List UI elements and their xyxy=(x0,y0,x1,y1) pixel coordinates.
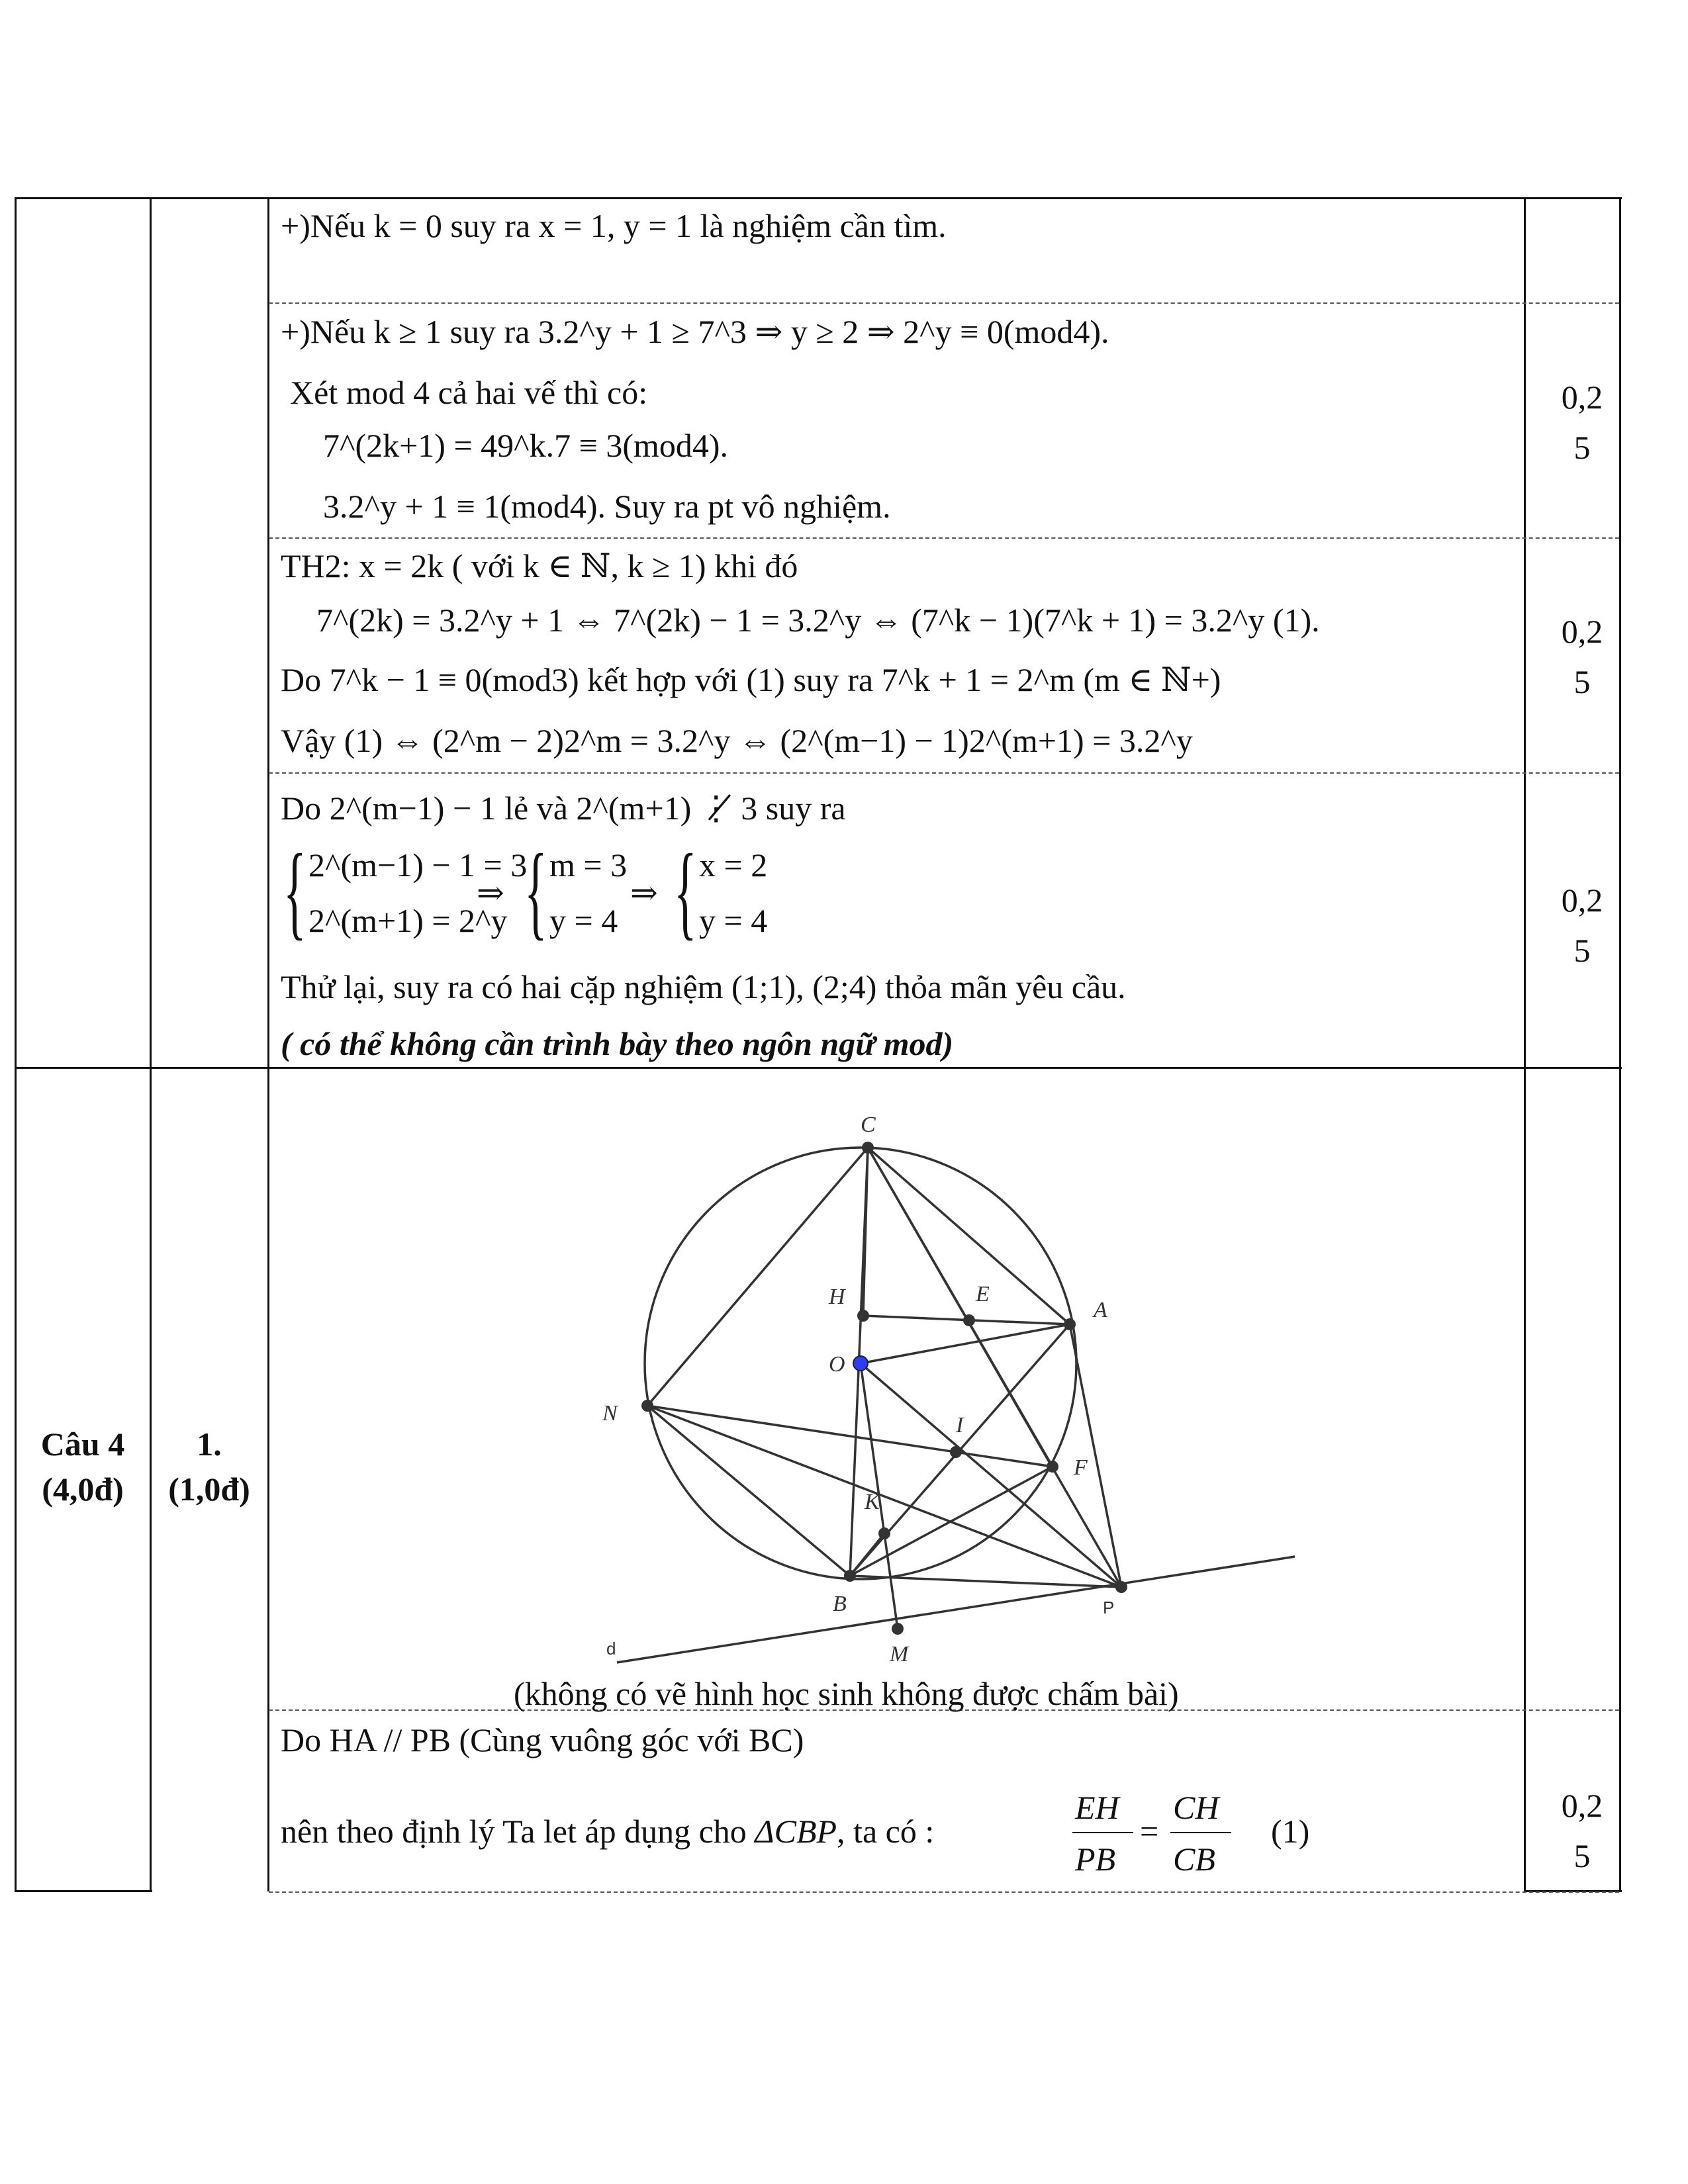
triangle-cbp: ΔCBP xyxy=(755,1813,837,1850)
col-border-2 xyxy=(150,197,152,1891)
point-C xyxy=(862,1142,874,1154)
label-E: E xyxy=(976,1282,990,1306)
label-H: H xyxy=(829,1285,845,1309)
score-line-b: 5 xyxy=(1573,429,1591,466)
score-line-a: 0,2 xyxy=(1561,882,1603,919)
label-d: d xyxy=(606,1639,616,1659)
score-line-b: 5 xyxy=(1573,663,1591,700)
row2-line4: 3.2^y + 1 ≡ 1(mod4). Suy ra pt vô nghiệm. xyxy=(323,488,891,525)
label-B: B xyxy=(833,1592,847,1616)
row4-line1: Do 2^(m−1) − 1 lẻ và 2^(m+1) ⋮̸ 3 suy ra xyxy=(281,790,846,827)
last-row-prefix: nên theo định lý Ta let áp dụng cho xyxy=(281,1813,755,1850)
point-I xyxy=(950,1446,962,1458)
point-P xyxy=(1115,1581,1127,1593)
row2-line1: +)Nếu k ≥ 1 suy ra 3.2^y + 1 ≥ 7^3 ⇒ y ≥ 2 ⇒ 2^y ≡ 0(mod4). xyxy=(281,313,1109,350)
point-O-center xyxy=(853,1356,868,1371)
system1-eq-b: 2^(m+1) = 2^y xyxy=(308,902,508,939)
last-row-line1: Do HA // PB (Cùng vuông góc với BC) xyxy=(281,1721,804,1758)
label-K: K xyxy=(865,1490,880,1514)
row4-score xyxy=(1536,875,1628,976)
label-P: P xyxy=(1103,1598,1115,1617)
table-bottom-border xyxy=(15,1890,152,1892)
tangent-line-d xyxy=(617,1557,1295,1662)
part-number: 1. xyxy=(197,1426,222,1463)
fraction-2-bar xyxy=(1170,1832,1231,1833)
fraction-1-bar xyxy=(1072,1832,1133,1833)
row3-line4: Vậy (1) ⇔ (2^m − 2)2^m = 3.2^y ⇔ (2^(m−1) − 1)2^(m+1) = 3.2^y xyxy=(281,722,1193,759)
row3-line1: TH2: x = 2k ( với k ∈ ℕ, k ≥ 1) khi đó xyxy=(281,547,798,584)
implies-arrow-1: ⇒ xyxy=(477,874,504,911)
implies-arrow-2: ⇒ xyxy=(630,874,658,911)
row3-score xyxy=(1536,606,1628,707)
question-points: (4,0đ) xyxy=(42,1471,124,1508)
score-line-b: 5 xyxy=(1573,932,1591,969)
system2-eq-a: m = 3 xyxy=(549,846,628,884)
row1-text: +)Nếu k = 0 suy ra x = 1, y = 1 là nghiệm cần tìm. xyxy=(281,207,947,244)
dashed-sep-2 xyxy=(269,537,1619,539)
point-A xyxy=(1064,1318,1076,1330)
segment-OA xyxy=(861,1324,1070,1363)
question-label xyxy=(16,1422,150,1512)
point-B xyxy=(844,1570,856,1582)
system3-eq-b: y = 4 xyxy=(699,902,768,939)
part-label xyxy=(151,1422,267,1512)
row2-line2: Xét mod 4 cả hai vế thì có: xyxy=(290,374,648,411)
point-M xyxy=(892,1623,904,1635)
score-line-a: 0,2 xyxy=(1561,379,1603,416)
point-H xyxy=(857,1310,869,1322)
col-border-4 xyxy=(1524,197,1526,1891)
col-border-1 xyxy=(15,197,17,1891)
dashed-sep-5 xyxy=(269,1891,1619,1893)
row2-line3: 7^(2k+1) = 49^k.7 ≡ 3(mod4). xyxy=(323,427,729,464)
part-points: (1,0đ) xyxy=(168,1471,250,1508)
row3-line3: Do 7^k − 1 ≡ 0(mod3) kết hợp với (1) suy ra 7^k + 1 = 2^m (m ∈ ℕ+) xyxy=(281,661,1221,698)
geometry-figure xyxy=(569,1099,1297,1707)
dashed-sep-3 xyxy=(269,772,1619,774)
system-brace-1: { xyxy=(283,832,306,950)
system3-eq-a: x = 2 xyxy=(699,846,768,884)
fraction-1-num: EH xyxy=(1075,1789,1119,1826)
system-brace-2: { xyxy=(524,832,547,950)
fraction-2-num: CH xyxy=(1173,1789,1219,1826)
question-number: Câu 4 xyxy=(40,1426,125,1463)
row4-line3: Thử lại, suy ra có hai cặp nghiệm (1;1), (2;4) thỏa mãn yêu cầu. xyxy=(281,968,1126,1005)
segment-CP xyxy=(868,1148,1121,1587)
system2-eq-b: y = 4 xyxy=(549,902,618,939)
figure-caption: (không có vẽ hình học sinh không được chấm bài) xyxy=(514,1675,1179,1712)
last-row-score xyxy=(1536,1780,1628,1881)
score-line-a: 0,2 xyxy=(1561,613,1603,650)
label-O: O xyxy=(829,1352,845,1377)
point-N xyxy=(641,1400,653,1412)
last-row-mid: , ta có : xyxy=(837,1813,935,1850)
equals-sign: = xyxy=(1140,1813,1159,1850)
label-N: N xyxy=(602,1401,618,1426)
label-M: M xyxy=(890,1642,909,1666)
dashed-sep-1 xyxy=(269,302,1619,304)
last-row-line2 xyxy=(281,1815,934,1848)
row4-note: ( có thể không cần trình bày theo ngôn ngữ mod) xyxy=(281,1025,954,1062)
row2-score xyxy=(1536,372,1628,473)
label-A: A xyxy=(1094,1298,1107,1322)
row3-line2: 7^(2k) = 3.2^y + 1 ⇔ 7^(2k) − 1 = 3.2^y ⇔ (7^k − 1)(7^k + 1) = 3.2^y (1). xyxy=(316,602,1320,639)
score-line-b: 5 xyxy=(1573,1837,1591,1874)
point-K xyxy=(878,1527,890,1539)
label-F: F xyxy=(1074,1455,1088,1480)
label-C: C xyxy=(861,1113,876,1137)
score-line-a: 0,2 xyxy=(1561,1787,1603,1824)
row-divider-question xyxy=(15,1067,1622,1069)
fraction-2-den: CB xyxy=(1173,1841,1215,1878)
segment-CA xyxy=(868,1148,1070,1324)
segment-NP xyxy=(647,1406,1121,1587)
system1-eq-a: 2^(m−1) − 1 = 3 xyxy=(308,846,528,884)
point-E xyxy=(963,1314,975,1326)
segment-BK xyxy=(850,1533,884,1576)
equation-ref: (1) xyxy=(1271,1813,1310,1850)
table-top-border xyxy=(15,197,1622,199)
label-I: I xyxy=(956,1413,964,1437)
fraction-1-den: PB xyxy=(1075,1841,1116,1878)
system-brace-3: { xyxy=(674,832,697,950)
point-F xyxy=(1047,1461,1058,1473)
col-border-3 xyxy=(267,197,269,1891)
